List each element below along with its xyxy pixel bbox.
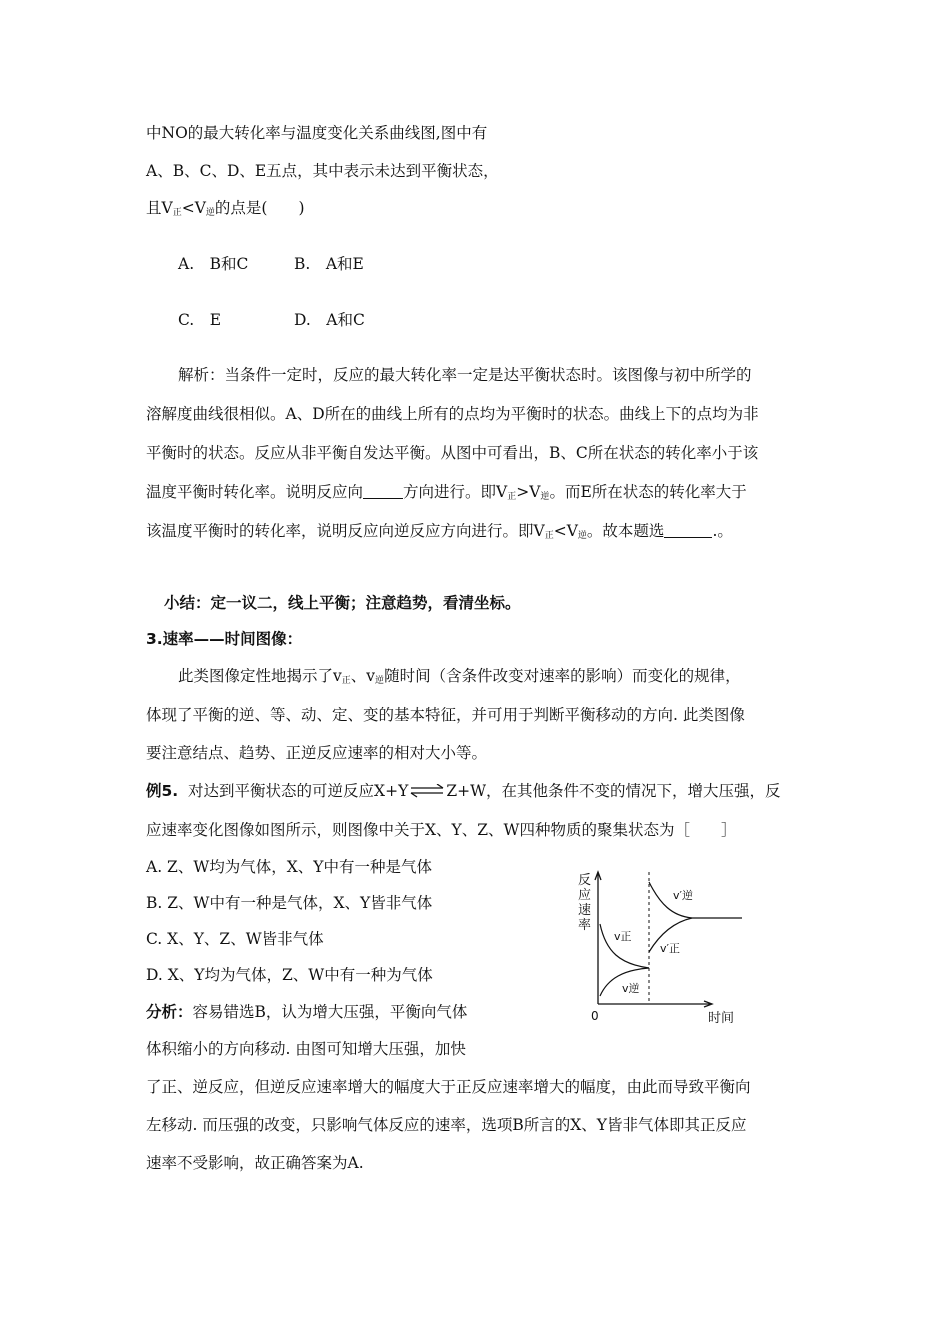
question-line-3: 且$V_正<V_逆$的点是( ) [146,199,305,218]
answer-blank-1 [363,484,403,499]
v-zheng-prime-label: v′正 [660,942,681,955]
analysis-2-line-1: 分析：容易错选B，认为增大压强，平衡向气体 [146,1003,468,1021]
analysis-2-line-3: 了正、逆反应，但逆反应速率增大的幅度大于正反应速率增大的幅度，由此而导致平衡向 [146,1078,751,1096]
reversible-arrow-icon [409,784,445,798]
rate-time-graph [570,868,750,1026]
v-ni-label: v逆 [622,982,640,995]
origin-label: 0 [591,1009,599,1023]
summary: 小结：定一议二，线上平衡；注意趋势，看清坐标。 [164,594,521,612]
analysis-2-line-2: 体积缩小的方向移动. 由图可知增大压强，加快 [146,1040,466,1058]
y-axis-label-char: 应 [578,888,592,903]
option-a: A. Z、W均为气体，X、Y中有一种是气体 [146,858,433,876]
example-5-label: 例5. [146,782,179,800]
analysis-line-1: 解析：当条件一定时，反应的最大转化率一定是达平衡状态时。该图像与初中所学的 [178,366,752,384]
option-b: B. A和E [294,255,364,273]
option-c: C. E [178,311,222,329]
x-axis-label: 时间 [708,1011,735,1026]
y-axis-label-char: 率 [578,918,592,933]
section-3-line-1: 此类图像定性地揭示了$v_正$、$v_逆$随时间（含条件改变对速率的影响）而变化的规律， [178,667,741,686]
analysis-line-4: 温度平衡时转化率。说明反应向 方向进行。即$V_正>V_逆$。而E所在状态的转化率大于 [146,483,747,502]
y-axis-label-char: 速 [578,903,592,918]
v-ni-prime-curve [649,882,742,918]
analysis-2-line-5: 速率不受影响，故正确答案为A. [146,1154,364,1172]
question-line-2: A、B、C、D、E五点，其中表示未达到平衡状态， [146,162,499,180]
analysis-2-line-4: 左移动. 而压强的改变，只影响气体反应的速率，选项B所言的X、Y皆非气体即其正反应 [146,1116,747,1134]
option-a: A. B和C [178,255,249,273]
section-3-line-3: 要注意结点、趋势、正逆反应速率的相对大小等。 [146,744,488,762]
analysis-line-2: 溶解度曲线很相似。A、D所在的曲线上所有的点均为平衡时的状态。曲线上下的点均为非 [146,405,759,423]
analysis-line-3: 平衡时的状态。反应从非平衡自发达平衡。从图中可看出，B、C所在状态的转化率小于该 [146,444,759,462]
analysis-2-label: 分析： [146,1003,193,1021]
example-5-line-1: 例5. 对达到平衡状态的可逆反应X+Y Z+W，在其他条件不变的情况下，增大压强，反 [146,782,781,800]
option-b: B. Z、W中有一种是气体，X、Y皆非气体 [146,894,433,912]
section-3-title: 3.速率——时间图像： [146,630,303,648]
option-d: D. X、Y均为气体，Z、W中有一种为气体 [146,966,433,984]
question-line-1: 中NO的最大转化率与温度变化关系曲线图,图中有 [146,124,488,142]
v-ni-prime-label: v′逆 [673,889,694,902]
example-5-line-2: 应速率变化图像如图所示，则图像中关于X、Y、Z、W四种物质的聚集状态为［ ］ [146,821,737,839]
y-axis-label-char: 反 [578,873,592,888]
option-d: D. A和C [294,311,365,329]
v-zheng-label: v正 [614,930,632,943]
answer-blank-2 [664,523,712,538]
section-3-line-2: 体现了平衡的逆、等、动、定、变的基本特征，并可用于判断平衡移动的方向. 此类图像 [146,706,745,724]
option-c: C. X、Y、Z、W皆非气体 [146,930,324,948]
analysis-line-5: 该温度平衡时的转化率，说明反应向逆反应方向进行。即$V_正<V_逆$。故本题选 .。 [146,522,733,541]
